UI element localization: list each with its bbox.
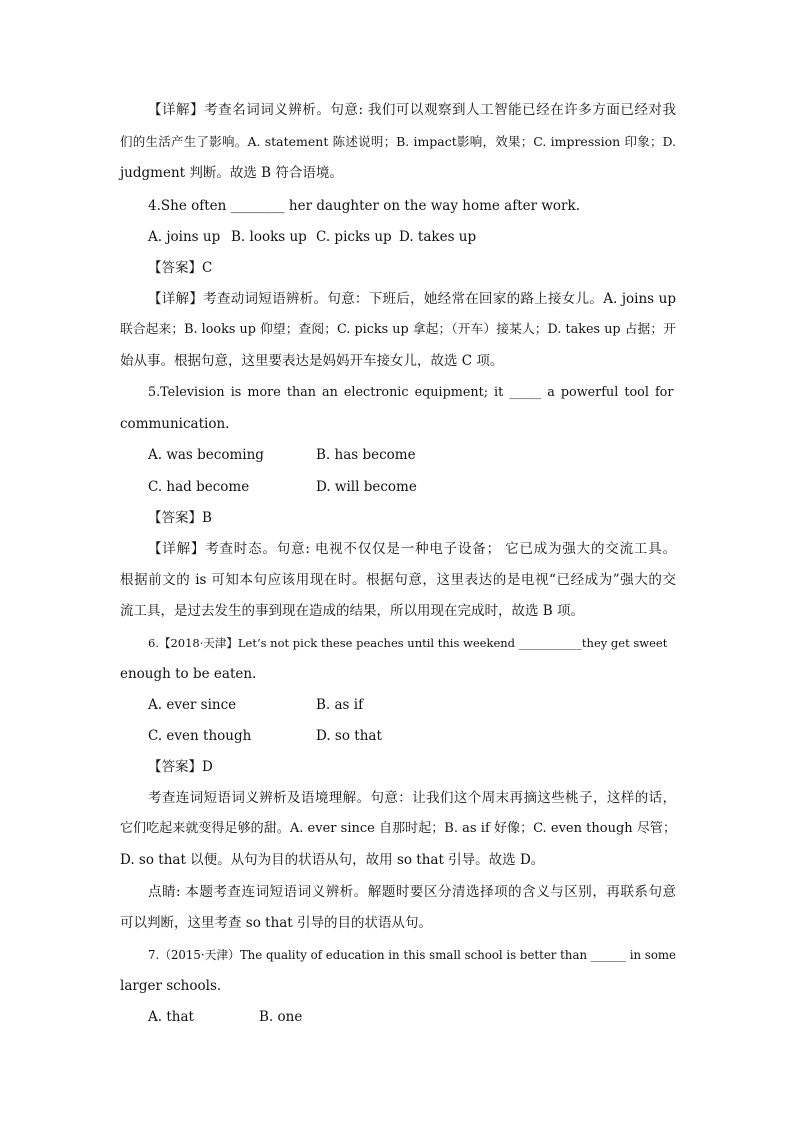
q5-explanation-line-3: 流工具，是过去发生的事到现在造成的结果，所以用现在完成时，故选 B 项。 [120, 603, 585, 619]
q6-option-a: A. ever since [148, 697, 237, 713]
q4-answer: 【答案】C [148, 260, 213, 276]
q6-question-line-2: enough to be eaten. [120, 666, 257, 682]
q3-explanation-line-1: 【详解】考查名词词义辨析。句意: 我们可以观察到人工智能已经在许多方面已经对我 [148, 102, 676, 118]
q5-option-c: C. had become [148, 479, 250, 495]
q4-option-c: C. picks up [316, 229, 392, 245]
q5-answer: 【答案】B [148, 510, 212, 526]
q4-option-d: D. takes up [399, 229, 477, 245]
q6-note-line-2: 可以判断，这里考查 so that 引导的目的状语从句。 [120, 915, 433, 931]
q6-option-b: B. as if [316, 697, 364, 713]
q6-question-line-1: 6.【2018·天津】Let’s not pick these peaches until this weekend ___________they get sweet [148, 636, 668, 650]
q6-option-d: D. so that [316, 728, 382, 744]
q4-explanation-line-3: 始从事。根据句意，这里要表达是妈妈开车接女儿，故选 C 项。 [120, 353, 504, 369]
q4-question: 4.She often ________ her daughter on the way home after work. [148, 198, 580, 214]
q7-question-line-2: larger schools. [120, 978, 222, 994]
q4-option-a: A. joins up [148, 229, 221, 245]
q4-option-b: B. looks up [231, 229, 307, 245]
q5-question-line-1: 5.Television is more than an electronic equipment; it _____ a powerful tool for [148, 385, 674, 400]
q5-explanation-line-2: 根据前文的 is 可知本句应该用现在时。根据句意，这里表达的是电视“已经成为”强大的交 [120, 572, 676, 588]
q6-answer: 【答案】D [148, 759, 213, 775]
q3-explanation-line-3: judgment 判断。故选 B 符合语境。 [120, 165, 343, 181]
q5-explanation-line-1: 【详解】考查时态。句意: 电视不仅仅是一种电子设备； 它已成为强大的交流工具。 [148, 541, 676, 557]
q4-explanation-line-1: 【详解】考查动词短语辨析。句意：下班后，她经常在回家的路上接女儿。A. joins up [148, 291, 676, 307]
q6-note-line-1: 点睛: 本题考查连词短语词义辨析。解题时要区分清选择项的含义与区别，再联系句意 [148, 884, 676, 900]
q7-question-line-1: 7.（2015·天津）The quality of education in this small school is better than ______ in some [148, 948, 676, 962]
q5-question-line-2: communication. [120, 416, 230, 432]
q6-explanation-line-1: 考查连词短语词义辨析及语境理解。句意：让我们这个周末再摘这些桃子，这样的话， [148, 790, 676, 806]
q5-option-d: D. will become [316, 479, 417, 495]
q5-option-a: A. was becoming [148, 447, 264, 463]
q4-explanation-line-2: 联合起来；B. looks up 仰望；查阅；C. picks up 拿起；（开车）接某人；D. takes up 占据；开 [120, 322, 676, 337]
q5-option-b: B. has become [316, 447, 416, 463]
q7-option-b: B. one [259, 1009, 303, 1025]
q6-explanation-line-2: 它们吃起来就变得足够的甜。A. ever since 自那时起；B. as if 好像；C. even though 尽管； [120, 821, 676, 836]
q6-explanation-line-3: D. so that 以便。从句为目的状语从句，故用 so that 引导。故选 D。 [120, 852, 545, 868]
q7-option-a: A. that [148, 1009, 194, 1025]
q6-option-c: C. even though [148, 728, 252, 744]
q3-explanation-line-2: 们的生活产生了影响。A. statement 陈述说明；B. impact影响，效果；C. impression 印象；D. [120, 134, 676, 149]
